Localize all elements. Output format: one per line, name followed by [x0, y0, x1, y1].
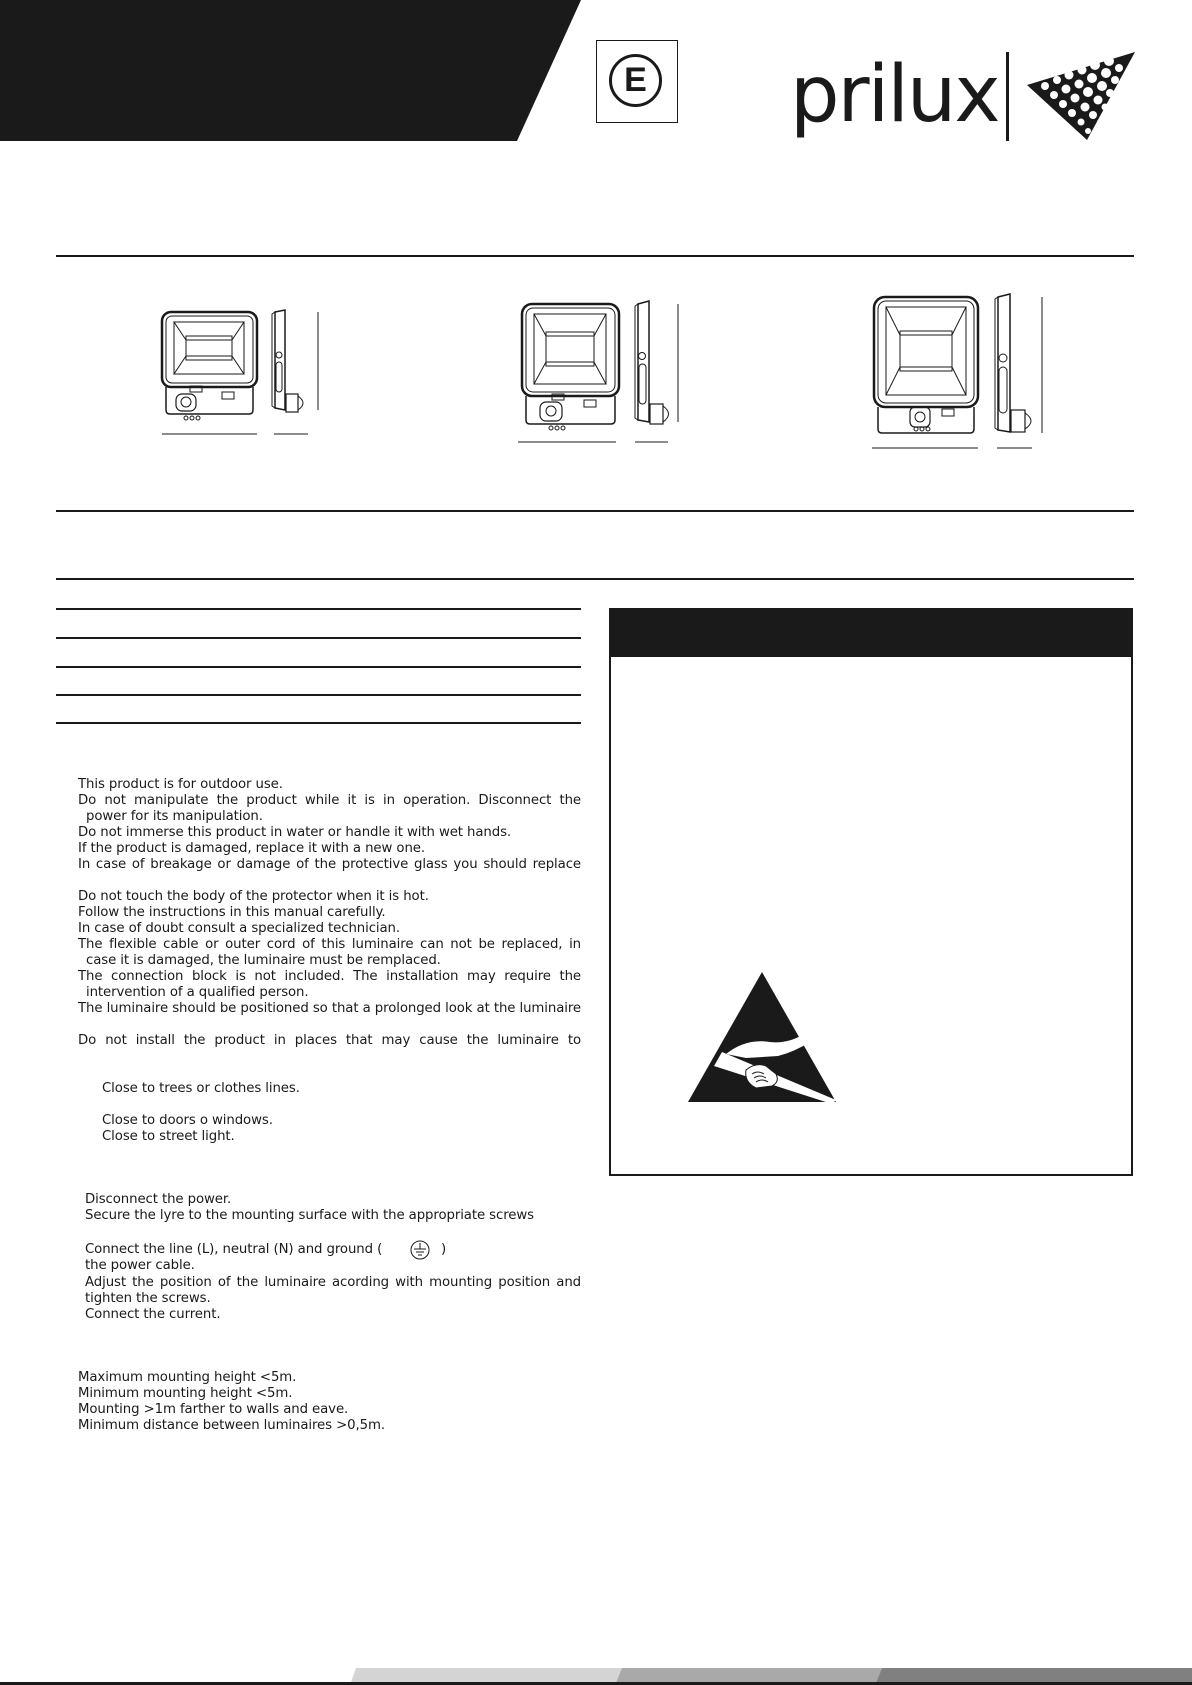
spec-row-rule — [56, 694, 581, 696]
safety-line: This product is for outdoor use. — [78, 777, 283, 792]
language-badge-letter: E — [624, 61, 647, 99]
mounting-line: Minimum mounting height <5m. — [78, 1386, 293, 1401]
rule-top — [56, 255, 1134, 257]
place-item: Close to trees or clothes lines. — [102, 1081, 300, 1096]
safety-line: intervention of a qualified person. — [86, 985, 309, 1000]
safety-line: case it is damaged, the luminaire must be remplaced. — [86, 953, 441, 968]
safety-line: In case of breakage or damage of the protective glass you should replace — [78, 857, 581, 872]
figure-small-floodlight — [150, 300, 330, 445]
rule-figures-bottom — [56, 510, 1134, 512]
safety-line: Do not install the product in places that may cause the luminaire to — [78, 1033, 581, 1048]
safety-line: Do not manipulate the product while it is in operation. Disconnect the — [78, 793, 581, 808]
safety-line: The flexible cable or outer cord of this luminaire can not be replaced, in — [78, 937, 581, 952]
safety-line: In case of doubt consult a specialized technician. — [78, 921, 401, 936]
install-line: ) — [441, 1242, 447, 1257]
place-item: Close to street light. — [102, 1129, 235, 1144]
install-line: Secure the lyre to the mounting surface with the appropriate screws — [85, 1208, 534, 1223]
install-line: Disconnect the power. — [85, 1192, 232, 1207]
install-line: Connect the line (L), neutral (N) and ground ( — [85, 1242, 383, 1257]
place-item: Close to doors o windows. — [102, 1113, 273, 1128]
brand-logo-icon — [1025, 50, 1137, 142]
language-badge-circle — [609, 54, 662, 107]
brand-divider — [1006, 52, 1009, 141]
header-black-band — [0, 0, 581, 141]
safety-line: The connection block is not included. The installation may require the — [78, 969, 581, 984]
esd-warning-icon — [686, 970, 838, 1104]
safety-line: Do not touch the body of the protector when it is hot. — [78, 889, 429, 904]
safety-line: The luminaire should be positioned so that a prolonged look at the luminaire — [78, 1001, 581, 1016]
spec-row-rule — [56, 608, 581, 610]
install-line: Connect the current. — [85, 1307, 221, 1322]
rule-section — [56, 578, 1134, 580]
mounting-line: Mounting >1m farther to walls and eave. — [78, 1402, 349, 1417]
figure-large-floodlight — [862, 285, 1062, 460]
language-badge — [596, 40, 678, 123]
install-line: tighten the screws. — [85, 1291, 211, 1306]
safety-line: If the product is damaged, replace it with a new one. — [78, 841, 425, 856]
spec-row-rule — [56, 666, 581, 668]
install-line: Adjust the position of the luminaire acording with mounting position and — [85, 1275, 581, 1290]
mounting-line: Minimum distance between luminaires >0,5m. — [78, 1418, 385, 1433]
spec-row-rule — [56, 637, 581, 639]
safety-line: Do not immerse this product in water or handle it with wet hands. — [78, 825, 512, 840]
install-line: the power cable. — [85, 1258, 195, 1273]
warning-box-header — [611, 610, 1131, 657]
ground-symbol-icon — [409, 1240, 431, 1260]
safety-line: power for its manipulation. — [86, 809, 263, 824]
safety-line: Follow the instructions in this manual carefully. — [78, 905, 386, 920]
mounting-line: Maximum mounting height <5m. — [78, 1370, 297, 1385]
spec-row-rule — [56, 722, 581, 724]
figure-medium-floodlight — [510, 292, 700, 452]
brand-wordmark: prilux — [790, 50, 999, 140]
